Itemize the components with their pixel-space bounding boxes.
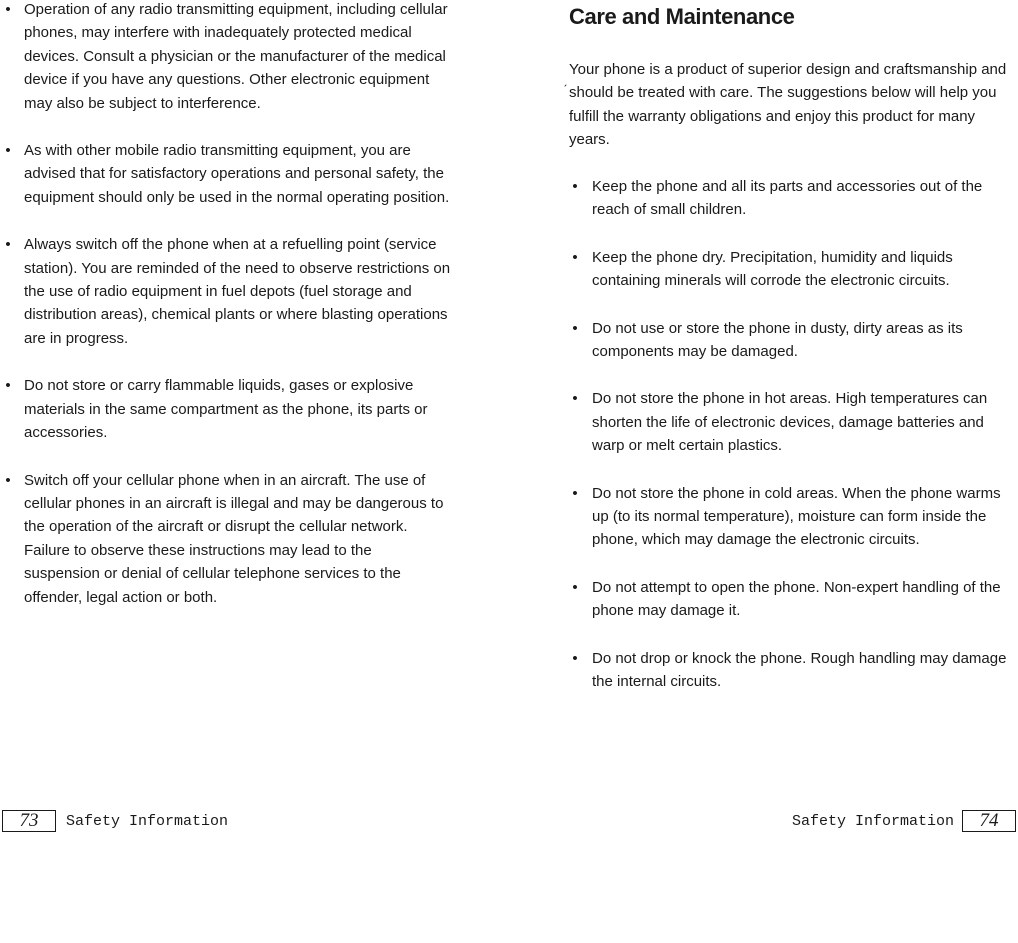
bullet-icon: • [572,649,578,667]
intro-paragraph: Your phone is a product of superior design and craftsmanship and should be treated with care. The suggestions below will help you fulfill the warranty obligations and enjoy this product for many years. [569,61,1007,149]
left-bullet-list [2,0,451,609]
right-page [555,0,1018,943]
list-item [569,175,1018,222]
list-item [569,482,1018,552]
list-item [569,647,1018,694]
left-page [0,0,460,943]
list-item [569,387,1018,457]
list-item-text: Always switch off the phone when at a refuelling point (service station). You are reminded of the need to observe restrictions on the use of radio equipment in fuel depots (fuel storage and distribution areas), chemical plants or where blasting operations are in progress. [24,236,451,347]
bullet-icon: • [572,578,578,596]
list-item-text: Do not attempt to open the phone. Non-expert handling of the phone may damage it. [592,578,1001,620]
list-item-text: Keep the phone and all its parts and accessories out of the reach of small children. [592,178,983,219]
list-item [2,233,451,350]
stray-mark: ˏ [563,72,568,87]
list-item [569,246,1018,293]
bullet-icon: • [5,1,11,18]
right-bullet-list [569,175,1018,694]
page-number: 74 [962,810,1016,832]
list-item [2,469,451,609]
list-item-text: Keep the phone dry. Precipitation, humidity and liquids containing minerals will corrode the electronic circuits. [592,248,953,290]
bullet-icon: • [572,390,578,408]
bullet-icon: • [5,236,11,254]
list-item [569,576,1018,623]
list-item [2,374,451,444]
list-item-text: As with other mobile radio transmitting equipment, you are advised that for satisfactory operations and personal safety, the equipment should only be used in the normal operating position. [24,142,450,206]
bullet-icon: • [572,248,578,266]
list-item-text: Do not drop or knock the phone. Rough handling may damage the internal circuits. [592,649,1007,691]
list-item-text: Do not use or store the phone in dusty, dirty areas as its components may be damaged. [592,319,963,361]
bullet-icon: • [5,142,11,160]
list-item-text: Do not store the phone in cold areas. When the phone warms up (to its normal temperature), moisture can form inside the phone, which may damage the electronic circuits. [592,484,1001,549]
list-item [569,317,1018,364]
footer-section-label: Safety Information [66,812,229,830]
bullet-icon: • [5,471,11,489]
list-item-text: Switch off your cellular phone when in an aircraft. The use of cellular phones in an aircraft is illegal and may be dangerous to the operation of the aircraft or disrupt the cellular network. Failure to observe these instructions may lead to the suspension or denial of cellular telephone services to the offender, legal action or both. [24,471,444,606]
bullet-icon: • [572,178,578,195]
footer-section-label: Safety Information [791,812,954,830]
left-page-footer [2,810,228,832]
list-item-text: Do not store or carry flammable liquids, gases or explosive materials in the same compartment as the phone, its parts or accessories. [24,377,428,442]
right-page-footer [792,810,1016,832]
bullet-icon: • [572,319,578,337]
bullet-icon: • [572,484,578,502]
bullet-icon: • [5,377,11,395]
page-number: 73 [2,810,56,832]
page-title: Care and Maintenance [569,4,795,29]
list-item [2,139,451,209]
list-item-text: Do not store the phone in hot areas. High temperatures can shorten the life of electronic devices, damage batteries and warp or melt certain plastics. [592,390,988,455]
list-item-text: Operation of any radio transmitting equipment, including cellular phones, may interfere with inadequately protected medical devices. Consult a physician or the manufacturer of the medical device if you have any questions. Other electronic equipment may also be subject to interference. [24,1,448,112]
list-item [2,0,451,115]
